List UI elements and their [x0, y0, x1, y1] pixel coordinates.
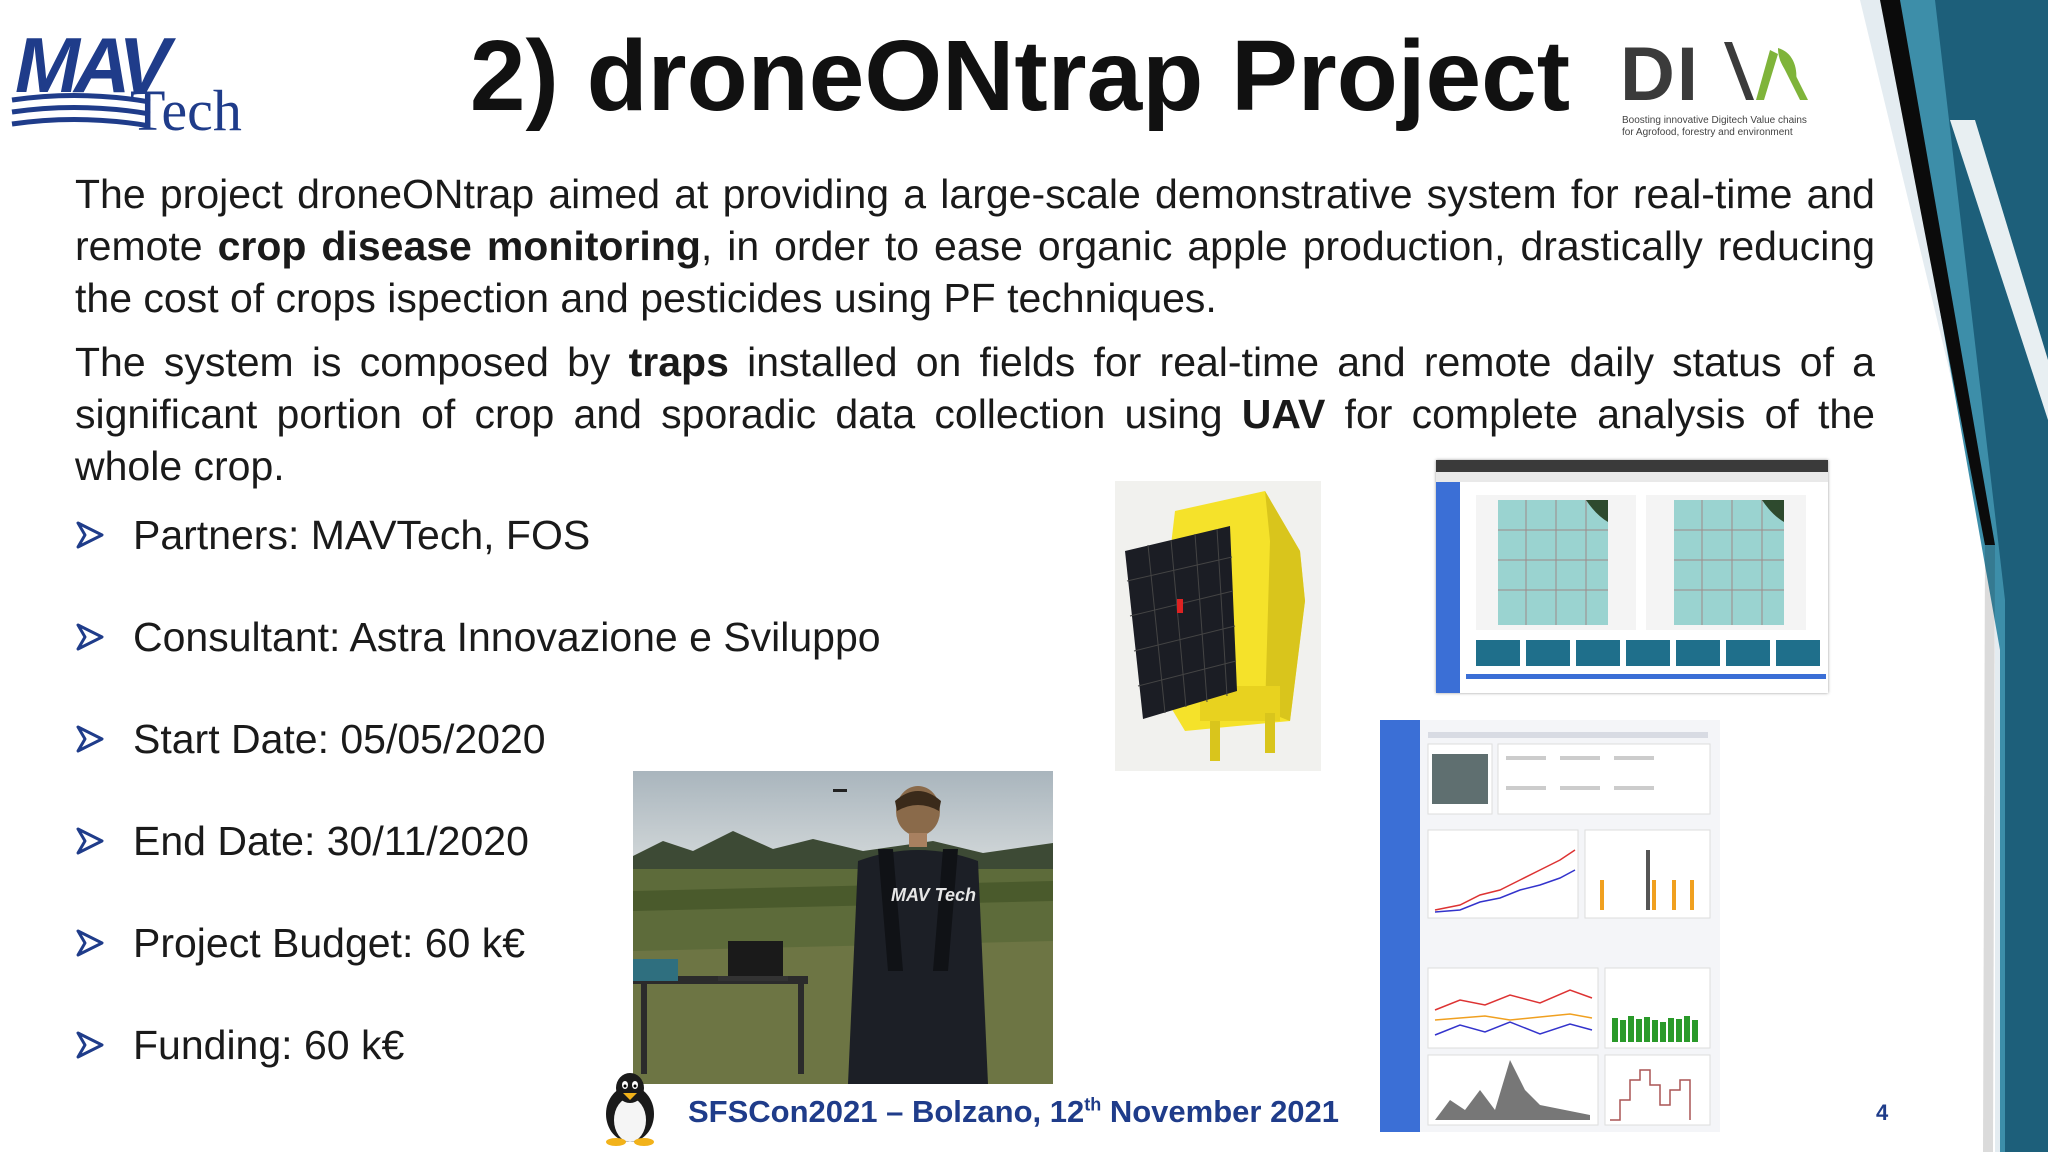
- svg-text:Tech: Tech: [130, 78, 242, 140]
- intro-text-2: , in order to ease organic apple production, drastically reducing the cost of crops ispection and pesticides using PF techniques.: [75, 223, 1875, 321]
- svg-text:MAV Tech: MAV Tech: [891, 885, 977, 905]
- footer-text: SFSCon2021 – Bolzano, 12: [688, 1094, 1085, 1129]
- bullet-text: Consultant: Astra Innovazione e Sviluppo: [133, 614, 881, 660]
- bullet-text: Start Date: 05/05/2020: [133, 716, 546, 762]
- diva-logo: [1620, 30, 1830, 140]
- bullet-text: Funding: 60 k€: [133, 1022, 405, 1068]
- bullet-text: Project Budget: 60 k€: [133, 920, 526, 966]
- system-bold-traps: traps: [628, 339, 729, 385]
- field-drone-operator-photo: [633, 771, 1053, 1084]
- bullet-arrow-icon: [75, 916, 133, 970]
- mavtech-logo: [10, 20, 270, 140]
- tux-penguin-icon: [598, 1070, 662, 1146]
- svg-text:DI: DI: [1620, 32, 1700, 117]
- footer-conference: [688, 1094, 1339, 1130]
- svg-text:Boosting innovative Digitech V: Boosting innovative Digitech Value chains: [1622, 115, 1807, 126]
- system-bold-uav: UAV: [1241, 391, 1326, 437]
- list-item-partners: [75, 508, 975, 610]
- bullet-text: End Date: 30/11/2020: [133, 818, 529, 864]
- bullet-arrow-icon: [75, 814, 133, 868]
- bullet-arrow-icon: [75, 1018, 133, 1072]
- slide-title: 2) droneONtrap Project: [469, 20, 1571, 132]
- trap-photo: [1115, 481, 1321, 771]
- svg-text:MAV: MAV: [15, 21, 165, 109]
- footer-text-end: November 2021: [1101, 1094, 1340, 1129]
- system-text-1: The system is composed by: [75, 339, 629, 385]
- footer-superscript: th: [1084, 1094, 1102, 1115]
- svg-text:for Agrofood, forestry and env: for Agrofood, forestry and environment: [1622, 127, 1793, 138]
- intro-paragraph: [75, 168, 1875, 324]
- monitoring-dashboard-screenshot: [1380, 720, 1720, 1132]
- list-item-consultant: [75, 610, 975, 712]
- bullet-arrow-icon: [75, 610, 133, 664]
- system-text-2: installed on fields for real-time and remote daily status of a significant portion of crop and sporadic data collection using: [75, 339, 1875, 437]
- intro-bold-crop-disease: crop disease monitoring: [217, 223, 701, 269]
- bullet-text: Partners: MAVTech, FOS: [133, 512, 591, 558]
- intro-text-1: The project droneONtrap aimed at providing a large-scale demonstrative system for real-time and remote: [75, 171, 1875, 269]
- trap-camera-webapp-screenshot: [1436, 460, 1828, 693]
- page-number: 4: [1876, 1100, 1889, 1125]
- bullet-arrow-icon: [75, 712, 133, 766]
- system-text-3: for complete analysis of the whole crop.: [75, 391, 1875, 489]
- bullet-arrow-icon: [75, 508, 133, 562]
